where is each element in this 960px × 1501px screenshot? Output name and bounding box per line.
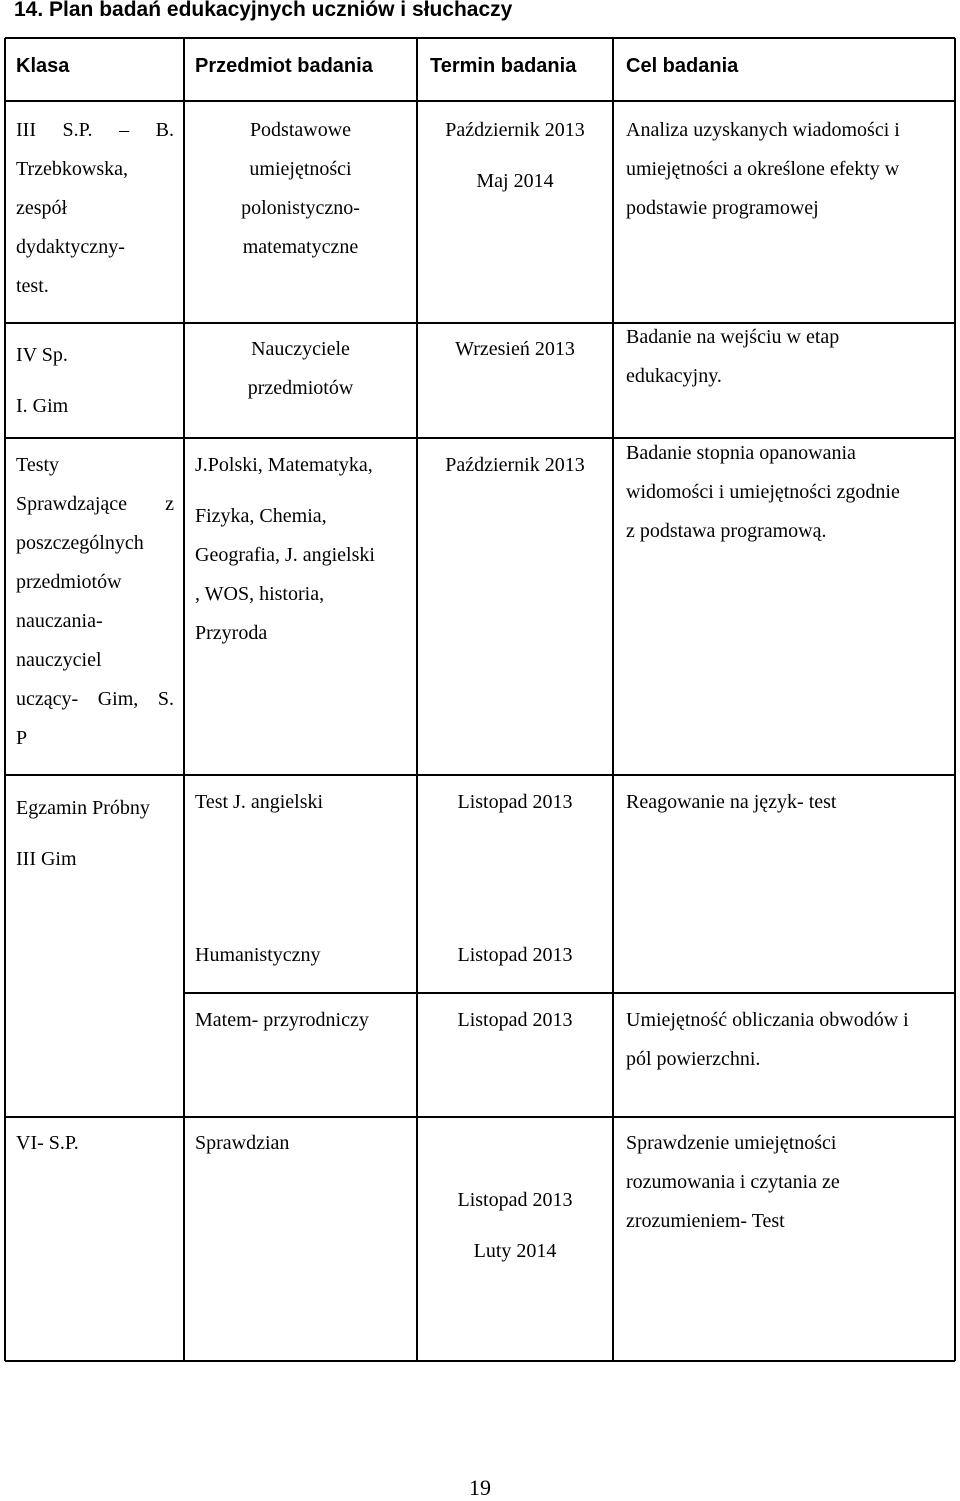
text-line: Listopad 2013: [457, 1189, 573, 1211]
row4a-przedmiot: Test J. angielski: [195, 791, 324, 813]
text-line: IV Sp.: [16, 344, 68, 366]
row4a-cel: Reagowanie na język- test: [626, 791, 837, 813]
text-line: Fizyka, Chemia,: [195, 505, 327, 527]
row2-klasa: [16, 330, 68, 432]
header-termin: Termin badania: [430, 55, 577, 77]
text-line: Maj 2014: [476, 170, 554, 192]
text-line: rozumowania i czytania ze: [626, 1171, 840, 1193]
text-line: III S.P. – B.: [16, 119, 174, 141]
text-line: podstawie programowej: [626, 197, 819, 219]
header-przedmiot: Przedmiot badania: [195, 55, 373, 77]
row4b-termin: Listopad 2013: [457, 944, 573, 966]
text-line: edukacyjny.: [626, 365, 722, 387]
text-line: I. Gim: [16, 395, 69, 417]
text-line: Badanie na wejściu w etap: [626, 326, 840, 348]
text-line: przedmiotów: [16, 571, 122, 593]
row5-przedmiot: Sprawdzian: [195, 1132, 290, 1154]
text-line: P: [16, 727, 28, 749]
text-line: Umiejętność obliczania obwodów i: [626, 1009, 909, 1031]
text-line: Sprawdzające z: [16, 493, 174, 515]
row4-klasa: [16, 783, 150, 885]
text-line: Egzamin Próbny: [16, 797, 150, 819]
text-line: Trzebkowska,: [16, 158, 129, 180]
text-line: Podstawowe: [249, 119, 352, 141]
row2-cel: [626, 318, 839, 396]
row4c-cel: [626, 1001, 909, 1079]
text-line: nauczania-: [16, 610, 103, 632]
text-line: umiejętności: [249, 158, 352, 180]
row1-termin: [417, 105, 613, 207]
text-line: pól powierzchni.: [626, 1048, 761, 1070]
text-line: Luty 2014: [473, 1240, 557, 1262]
text-line: Sprawdzenie umiejętności: [626, 1132, 837, 1154]
row1-cel: [626, 111, 900, 228]
header-klasa: Klasa: [16, 55, 70, 77]
text-line: umiejętności a określone efekty w: [626, 158, 900, 180]
row5-klasa: VI- S.P.: [16, 1132, 79, 1154]
row4c-przedmiot: Matem- przyrodniczy: [195, 1009, 369, 1031]
text-line: zrozumieniem- Test: [626, 1210, 785, 1232]
page-heading: 14. Plan badań edukacyjnych uczniów i słuchaczy: [14, 0, 513, 21]
text-line: Analiza uzyskanych wiadomości i: [626, 119, 900, 141]
row4a-termin: Listopad 2013: [457, 791, 573, 813]
row4c-termin: Listopad 2013: [457, 1009, 573, 1031]
text-line: polonistyczno-: [241, 197, 360, 219]
text-line: Październik 2013: [445, 119, 585, 141]
text-line: zespół: [16, 197, 68, 219]
row3-przedmiot: [195, 446, 375, 653]
text-line: przedmiotów: [247, 377, 354, 399]
text-line: Geografia, J. angielski: [195, 544, 375, 566]
row5-cel: [626, 1124, 840, 1241]
row2-przedmiot: [184, 330, 417, 408]
text-line: Wrzesień 2013: [455, 338, 575, 360]
text-line: , WOS, historia,: [195, 583, 325, 605]
row3-termin: [417, 446, 613, 485]
row1-klasa: [16, 111, 174, 306]
row5-termin: [417, 1175, 613, 1277]
text-line: uczący- Gim, S.: [16, 688, 174, 710]
text-line: matematyczne: [242, 236, 359, 258]
text-line: nauczyciel: [16, 649, 102, 671]
text-line: poszczególnych: [16, 532, 144, 554]
text-line: Październik 2013: [445, 454, 585, 476]
text-line: widomości i umiejętności zgodnie: [626, 481, 900, 503]
row3-cel: [626, 434, 900, 551]
row4b-przedmiot: Humanistyczny: [195, 944, 321, 966]
header-cel: Cel badania: [626, 55, 739, 77]
text-line: III Gim: [16, 848, 77, 870]
text-line: Testy: [16, 454, 60, 476]
text-line: z podstawa programową.: [626, 520, 827, 542]
page-number: 19: [469, 1475, 491, 1500]
text-line: J.Polski, Matematyka,: [195, 454, 373, 476]
row2-termin: [417, 330, 613, 369]
text-line: Badanie stopnia opanowania: [626, 442, 856, 464]
row3-klasa: [16, 446, 174, 758]
text-line: test.: [16, 275, 49, 297]
text-line: Przyroda: [195, 622, 268, 644]
text-line: Nauczyciele: [251, 338, 350, 360]
row1-przedmiot: [184, 111, 417, 267]
text-line: dydaktyczny-: [16, 236, 125, 258]
